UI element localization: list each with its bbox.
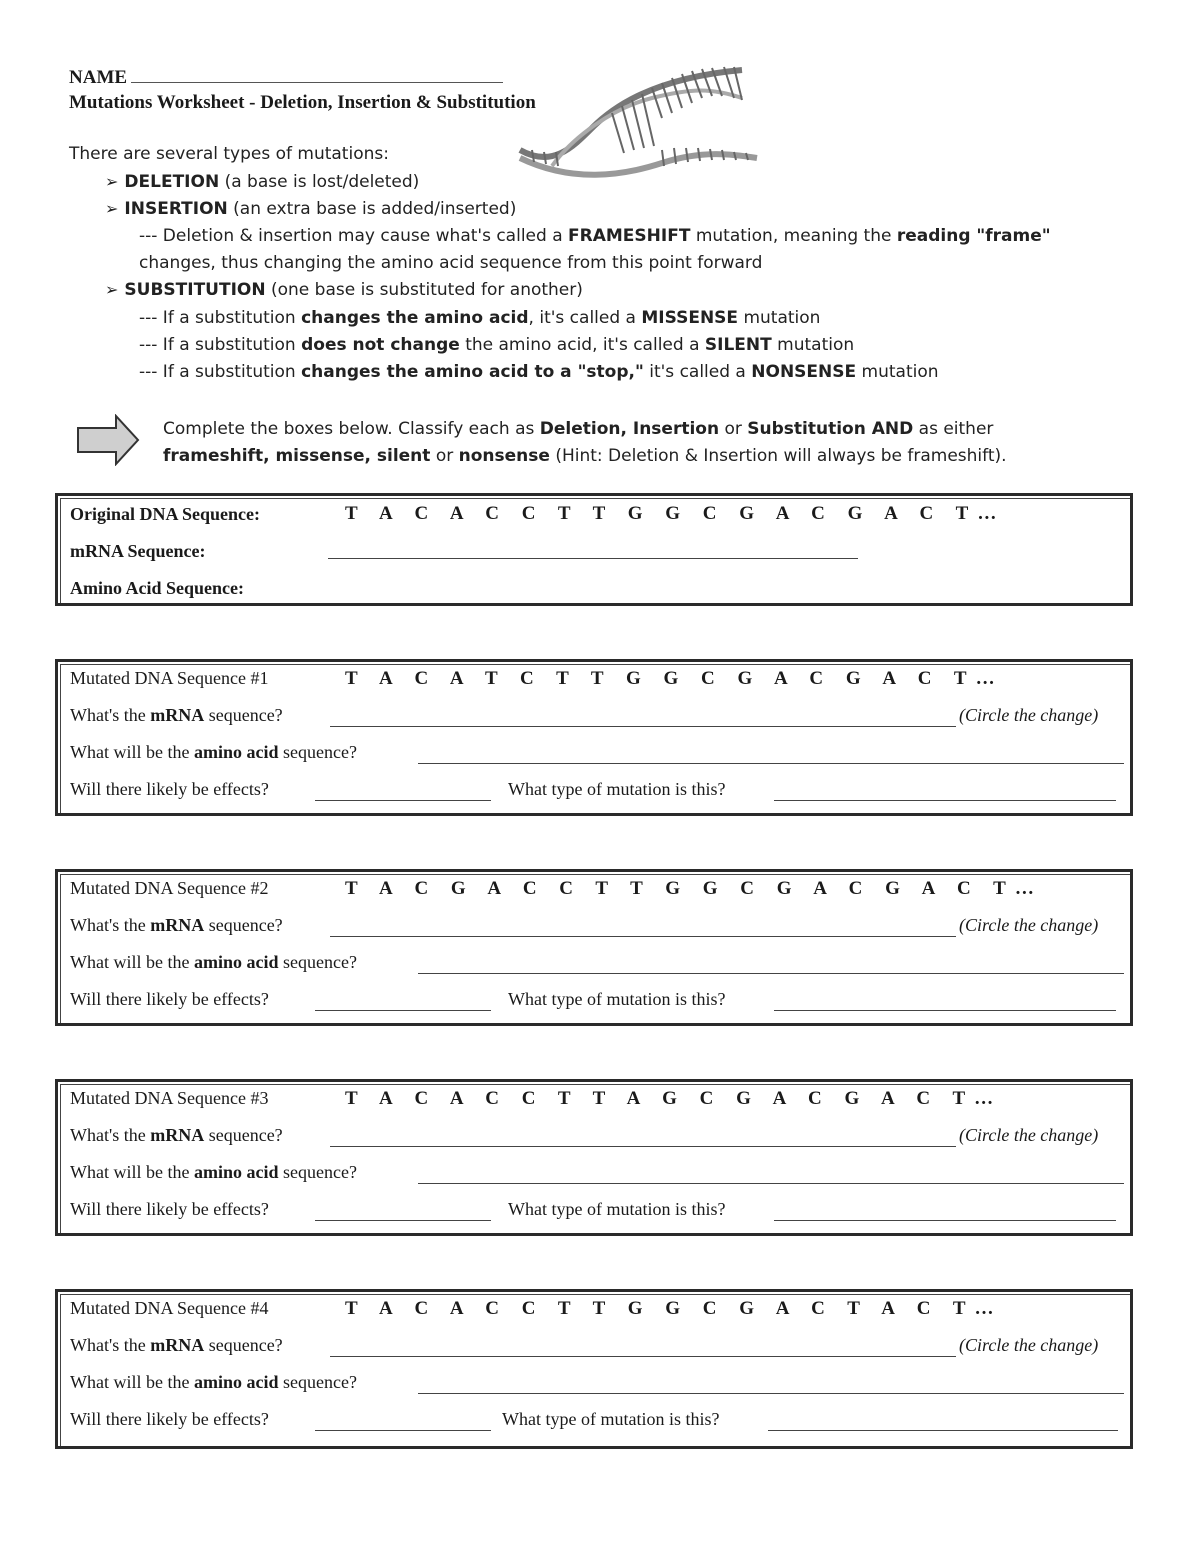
nonsense-text: mutation <box>856 362 939 382</box>
missense-term: MISSENSE <box>641 308 739 328</box>
amino-question <box>70 742 357 763</box>
amino-answer-blank[interactable] <box>418 1183 1124 1184</box>
insertion-desc: (an extra base is added/inserted) <box>233 199 517 219</box>
mrna-answer-blank[interactable] <box>330 726 956 727</box>
circle-the-change-note: (Circle the change) <box>959 1125 1099 1145</box>
original-sequence-box <box>55 493 1133 606</box>
circle-the-change-note: (Circle the change) <box>959 705 1099 725</box>
mrna-sequence-label: mRNA Sequence: <box>70 541 206 561</box>
list-item-substitution <box>105 280 583 300</box>
q-bold: amino acid <box>193 1372 279 1392</box>
mutation-label: Mutated DNA Sequence #2 <box>70 878 269 898</box>
instr-text: or <box>430 446 459 466</box>
mutation-box-1 <box>55 659 1133 816</box>
amino-answer-blank[interactable] <box>418 973 1124 974</box>
amino-question <box>70 952 357 973</box>
q-text: sequence? <box>278 1162 357 1182</box>
arrow-bullet-icon: ➢ <box>105 280 119 299</box>
type-answer-blank[interactable] <box>768 1430 1118 1431</box>
amino-question <box>70 1162 357 1183</box>
effects-question: Will there likely be effects? <box>70 1409 269 1429</box>
effects-answer-blank[interactable] <box>315 1430 491 1431</box>
q-bold: mRNA <box>150 1125 205 1145</box>
missense-note <box>139 308 820 328</box>
circle-the-change-note: (Circle the change) <box>959 1335 1099 1355</box>
amino-answer-blank[interactable] <box>418 1393 1124 1394</box>
instr-text: (Hint: Deletion & Insertion will always be frameshift). <box>549 446 1007 466</box>
mutation-label: Mutated DNA Sequence #4 <box>70 1298 269 1318</box>
q-text: What's the <box>70 1335 151 1355</box>
effects-answer-blank[interactable] <box>315 1220 491 1221</box>
type-question: What type of mutation is this? <box>508 1199 726 1219</box>
silent-text: --- If a substitution <box>139 335 302 355</box>
original-dna-label: Original DNA Sequence: <box>70 504 261 524</box>
silent-bold: does not change <box>301 335 460 355</box>
q-text: sequence? <box>278 1372 357 1392</box>
q-text: What will be the <box>70 742 194 762</box>
type-question: What type of mutation is this? <box>508 779 726 799</box>
effects-question: Will there likely be effects? <box>70 989 269 1009</box>
q-text: What's the <box>70 705 151 725</box>
q-text: sequence? <box>204 705 283 725</box>
q-text: What will be the <box>70 952 194 972</box>
deletion-term: DELETION <box>124 172 220 192</box>
substitution-desc: (one base is substituted for another) <box>270 280 583 300</box>
frameshift-text: mutation, meaning the <box>690 226 897 246</box>
mrna-answer-blank[interactable] <box>330 1356 956 1357</box>
instr-text: as either <box>913 419 994 439</box>
name-blank[interactable] <box>131 66 503 83</box>
q-bold: amino acid <box>193 1162 279 1182</box>
missense-text: --- If a substitution <box>139 308 302 328</box>
instructions-line2 <box>163 443 1007 470</box>
name-field <box>69 66 503 89</box>
intro-lead: There are several types of mutations: <box>69 144 389 164</box>
right-arrow-icon <box>76 414 140 466</box>
instructions <box>163 416 1007 470</box>
insertion-term: INSERTION <box>124 199 228 219</box>
q-text: What's the <box>70 915 151 935</box>
list-item-deletion <box>105 172 419 192</box>
frameshift-note <box>139 226 1051 246</box>
mutated-dna-sequence: T A C A C C T T A G C G A C G A C T… <box>345 1088 1003 1109</box>
q-text: sequence? <box>204 915 283 935</box>
instr-bold: nonsense <box>458 446 550 466</box>
list-item-insertion <box>105 199 516 219</box>
type-answer-blank[interactable] <box>774 1010 1116 1011</box>
instr-bold: Deletion, Insertion <box>539 419 720 439</box>
frameshift-note-line2: changes, thus changing the amino acid sequence from this point forward <box>139 253 763 273</box>
q-text: What will be the <box>70 1372 194 1392</box>
amino-acid-sequence-label: Amino Acid Sequence: <box>70 578 245 598</box>
q-text: What will be the <box>70 1162 194 1182</box>
mrna-answer-blank[interactable] <box>330 1146 956 1147</box>
instr-text: or <box>719 419 748 439</box>
silent-term: SILENT <box>704 335 772 355</box>
nonsense-note <box>139 362 939 382</box>
mutation-box-4 <box>55 1289 1133 1449</box>
mrna-question <box>70 1125 283 1146</box>
mrna-question <box>70 705 283 726</box>
q-bold: amino acid <box>193 742 279 762</box>
mutation-label: Mutated DNA Sequence #1 <box>70 668 269 688</box>
substitution-term: SUBSTITUTION <box>124 280 266 300</box>
q-text: What's the <box>70 1125 151 1145</box>
q-text: sequence? <box>278 952 357 972</box>
missense-text: mutation <box>738 308 821 328</box>
type-answer-blank[interactable] <box>774 1220 1116 1221</box>
amino-answer-blank[interactable] <box>418 763 1124 764</box>
instr-bold: Substitution AND <box>747 419 914 439</box>
q-text: sequence? <box>204 1125 283 1145</box>
mutation-label: Mutated DNA Sequence #3 <box>70 1088 269 1108</box>
reading-frame-term: reading "frame" <box>896 226 1051 246</box>
name-label: NAME <box>69 67 128 88</box>
q-bold: amino acid <box>193 952 279 972</box>
amino-question <box>70 1372 357 1393</box>
type-question: What type of mutation is this? <box>508 989 726 1009</box>
mutated-dna-sequence: T A C A T C T T G G C G A C G A C T… <box>345 668 1004 689</box>
nonsense-term: NONSENSE <box>751 362 857 382</box>
type-question: What type of mutation is this? <box>502 1409 720 1429</box>
mrna-sequence-blank[interactable] <box>328 558 858 559</box>
effects-question: Will there likely be effects? <box>70 779 269 799</box>
deletion-desc: (a base is lost/deleted) <box>224 172 420 192</box>
instr-bold: frameshift, missense, silent <box>163 446 431 466</box>
nonsense-text: it's called a <box>643 362 752 382</box>
nonsense-text: --- If a substitution <box>139 362 302 382</box>
mutated-dna-sequence: T A C G A C C T T G G C G A C G A C T… <box>345 878 1043 899</box>
instr-text: Complete the boxes below. Classify each as <box>163 419 540 439</box>
effects-question: Will there likely be effects? <box>70 1199 269 1219</box>
arrow-bullet-icon: ➢ <box>105 199 119 218</box>
mrna-question <box>70 915 283 936</box>
worksheet-title: Mutations Worksheet - Deletion, Insertion & Substitution <box>69 92 536 113</box>
effects-answer-blank[interactable] <box>315 1010 491 1011</box>
mutation-box-3 <box>55 1079 1133 1236</box>
q-bold: mRNA <box>150 705 205 725</box>
q-text: sequence? <box>204 1335 283 1355</box>
missense-bold: changes the amino acid <box>301 308 529 328</box>
silent-text: the amino acid, it's called a <box>459 335 705 355</box>
missense-text: , it's called a <box>528 308 642 328</box>
silent-note <box>139 335 854 355</box>
mrna-answer-blank[interactable] <box>330 936 956 937</box>
frameshift-term: FRAMESHIFT <box>568 226 691 246</box>
dna-helix-icon <box>512 58 762 193</box>
effects-answer-blank[interactable] <box>315 800 491 801</box>
nonsense-bold: changes the amino acid to a "stop," <box>301 362 644 382</box>
type-answer-blank[interactable] <box>774 800 1116 801</box>
circle-the-change-note: (Circle the change) <box>959 915 1099 935</box>
q-text: sequence? <box>278 742 357 762</box>
frameshift-text: --- Deletion & insertion may cause what's called a <box>139 226 569 246</box>
silent-text: mutation <box>771 335 855 355</box>
mrna-question <box>70 1335 283 1356</box>
q-bold: mRNA <box>150 915 205 935</box>
instructions-line1 <box>163 416 1007 443</box>
arrow-bullet-icon: ➢ <box>105 172 119 191</box>
q-bold: mRNA <box>150 1335 205 1355</box>
mutation-box-2 <box>55 869 1133 1026</box>
mutated-dna-sequence: T A C A C C T T G G C G A C T A C T… <box>345 1298 1003 1319</box>
original-dna-sequence: T A C A C C T T G G C G A C G A C T… <box>345 503 1006 524</box>
